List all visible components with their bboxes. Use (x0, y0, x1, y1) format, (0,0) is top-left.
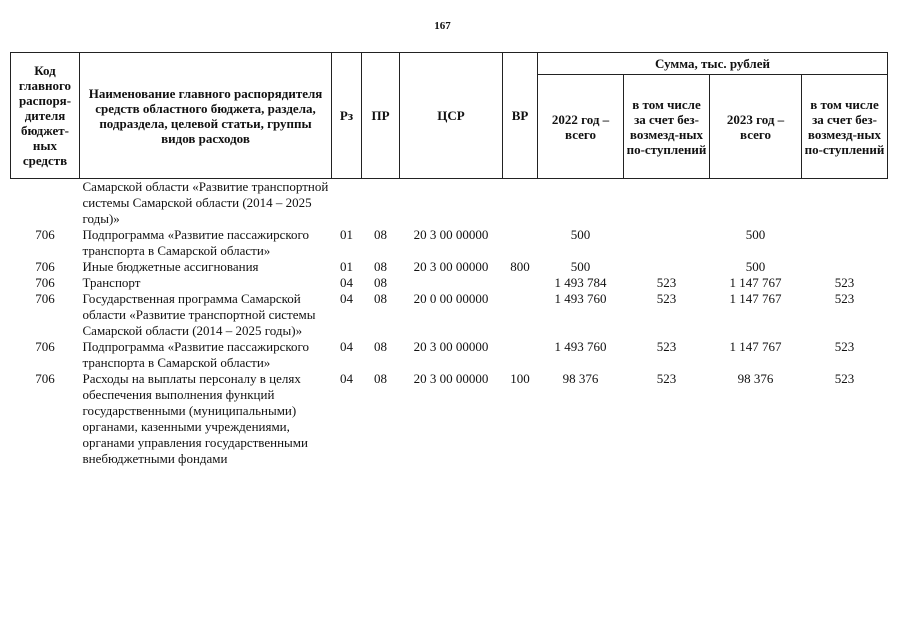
table-body (11, 179, 888, 468)
cell-y2022-free (624, 179, 710, 228)
cell-name: Государственная программа Самарской области «Развитие транспортной системы Самарской области (2014 – 2025 годы)» (82, 291, 316, 338)
table-row (11, 275, 888, 291)
cell-pr: 08 (374, 275, 387, 290)
cell-pr: 08 (374, 339, 387, 354)
cell-name: Иные бюджетные ассигнования (82, 259, 259, 274)
cell-vr (503, 339, 538, 371)
cell-name: Подпрограмма «Развитие пассажирского транспорта в Самарской области» (82, 227, 310, 258)
cell-csr: 20 3 00 00000 (413, 259, 489, 274)
cell-y2022-free (624, 259, 710, 275)
header-2023-free: в том числе за счет без-возмезд-ных по-ступлений (802, 75, 888, 179)
cell-csr: 20 3 00 00000 (413, 371, 489, 386)
cell-vr: 800 (510, 259, 530, 274)
cell-rz: 01 (340, 227, 353, 242)
cell-csr: 20 3 00 00000 (413, 339, 489, 354)
cell-y2023-free: 523 (834, 339, 855, 354)
table-row (11, 339, 888, 371)
cell-pr: 08 (374, 371, 387, 386)
cell-y2022: 98 376 (562, 371, 599, 386)
cell-code (11, 179, 80, 228)
cell-y2023-free (802, 227, 888, 259)
header-2022-free: в том числе за счет без-возмезд-ных по-ступлений (624, 75, 710, 179)
cell-y2022: 500 (570, 259, 591, 274)
header-rz: Рз (332, 53, 362, 179)
cell-csr (400, 179, 503, 228)
cell-y2023-free: 523 (834, 275, 855, 290)
cell-y2023: 500 (745, 227, 766, 242)
cell-y2022: 1 493 760 (554, 291, 607, 306)
cell-rz: 04 (340, 275, 353, 290)
cell-y2022-free (624, 227, 710, 259)
cell-y2023 (710, 179, 802, 228)
cell-pr (362, 179, 400, 228)
cell-vr (503, 291, 538, 339)
cell-y2022-free: 523 (656, 371, 677, 386)
cell-code: 706 (35, 339, 55, 354)
cell-code: 706 (35, 227, 55, 242)
cell-code: 706 (35, 275, 55, 290)
cell-name: Подпрограмма «Развитие пассажирского транспорта в Самарской области» (82, 339, 310, 370)
cell-rz: 04 (340, 291, 353, 306)
cell-code: 706 (35, 291, 55, 306)
cell-y2023: 1 147 767 (729, 275, 782, 290)
cell-y2022: 500 (570, 227, 591, 242)
cell-y2022-free: 523 (656, 339, 677, 354)
header-2023-total: 2023 год – всего (710, 75, 802, 179)
cell-y2023: 1 147 767 (729, 339, 782, 354)
budget-table (10, 52, 888, 467)
cell-code: 706 (35, 259, 55, 274)
cell-y2023: 500 (745, 259, 766, 274)
cell-csr: 20 0 00 00000 (413, 291, 489, 306)
cell-name: Транспорт (82, 275, 141, 290)
table-row (11, 291, 888, 339)
table-row (11, 371, 888, 467)
cell-csr: 20 3 00 00000 (413, 227, 489, 242)
table-row (11, 179, 888, 228)
cell-y2022-free: 523 (656, 291, 677, 306)
cell-name: Расходы на выплаты персоналу в целях обеспечения выполнения функций государственными (муниципальными) органами, казенными учреждениями, органами управления государственными внебюджетными фондами (82, 371, 308, 466)
cell-y2023: 1 147 767 (729, 291, 782, 306)
header-code: Код главного распоря-дителя бюджет-ных средств (11, 53, 80, 179)
cell-y2023-free (802, 179, 888, 228)
table-row (11, 227, 888, 259)
header-sum-group: Сумма, тыс. рублей (538, 53, 888, 75)
page-number: 167 (434, 20, 451, 32)
cell-rz: 04 (340, 371, 353, 386)
cell-csr (400, 275, 503, 291)
cell-y2023-free: 523 (834, 371, 855, 386)
cell-y2022: 1 493 784 (554, 275, 607, 290)
header-vr: ВР (503, 53, 538, 179)
cell-y2023-free (802, 259, 888, 275)
cell-rz: 04 (340, 339, 353, 354)
cell-pr: 08 (374, 227, 387, 242)
table-header (11, 53, 888, 179)
cell-y2023-free: 523 (834, 291, 855, 306)
cell-y2023: 98 376 (737, 371, 774, 386)
cell-code: 706 (35, 371, 55, 386)
cell-vr (503, 227, 538, 259)
cell-vr: 100 (510, 371, 530, 386)
header-csr: ЦСР (400, 53, 503, 179)
cell-name: Самарской области «Развитие транспортной системы Самарской области (2014 – 2025 годы)» (82, 179, 329, 226)
table-row (11, 259, 888, 275)
cell-pr: 08 (374, 259, 387, 274)
cell-rz: 01 (340, 259, 353, 274)
cell-pr: 08 (374, 291, 387, 306)
cell-y2022 (538, 179, 624, 228)
cell-vr (503, 179, 538, 228)
cell-vr (503, 275, 538, 291)
header-pr: ПР (362, 53, 400, 179)
header-2022-total: 2022 год – всего (538, 75, 624, 179)
cell-rz (332, 179, 362, 228)
cell-y2022-free: 523 (656, 275, 677, 290)
cell-y2022: 1 493 760 (554, 339, 607, 354)
header-name: Наименование главного распорядителя средств областного бюджета, раздела, подраздела, целевой статьи, группы видов расходов (80, 53, 332, 179)
